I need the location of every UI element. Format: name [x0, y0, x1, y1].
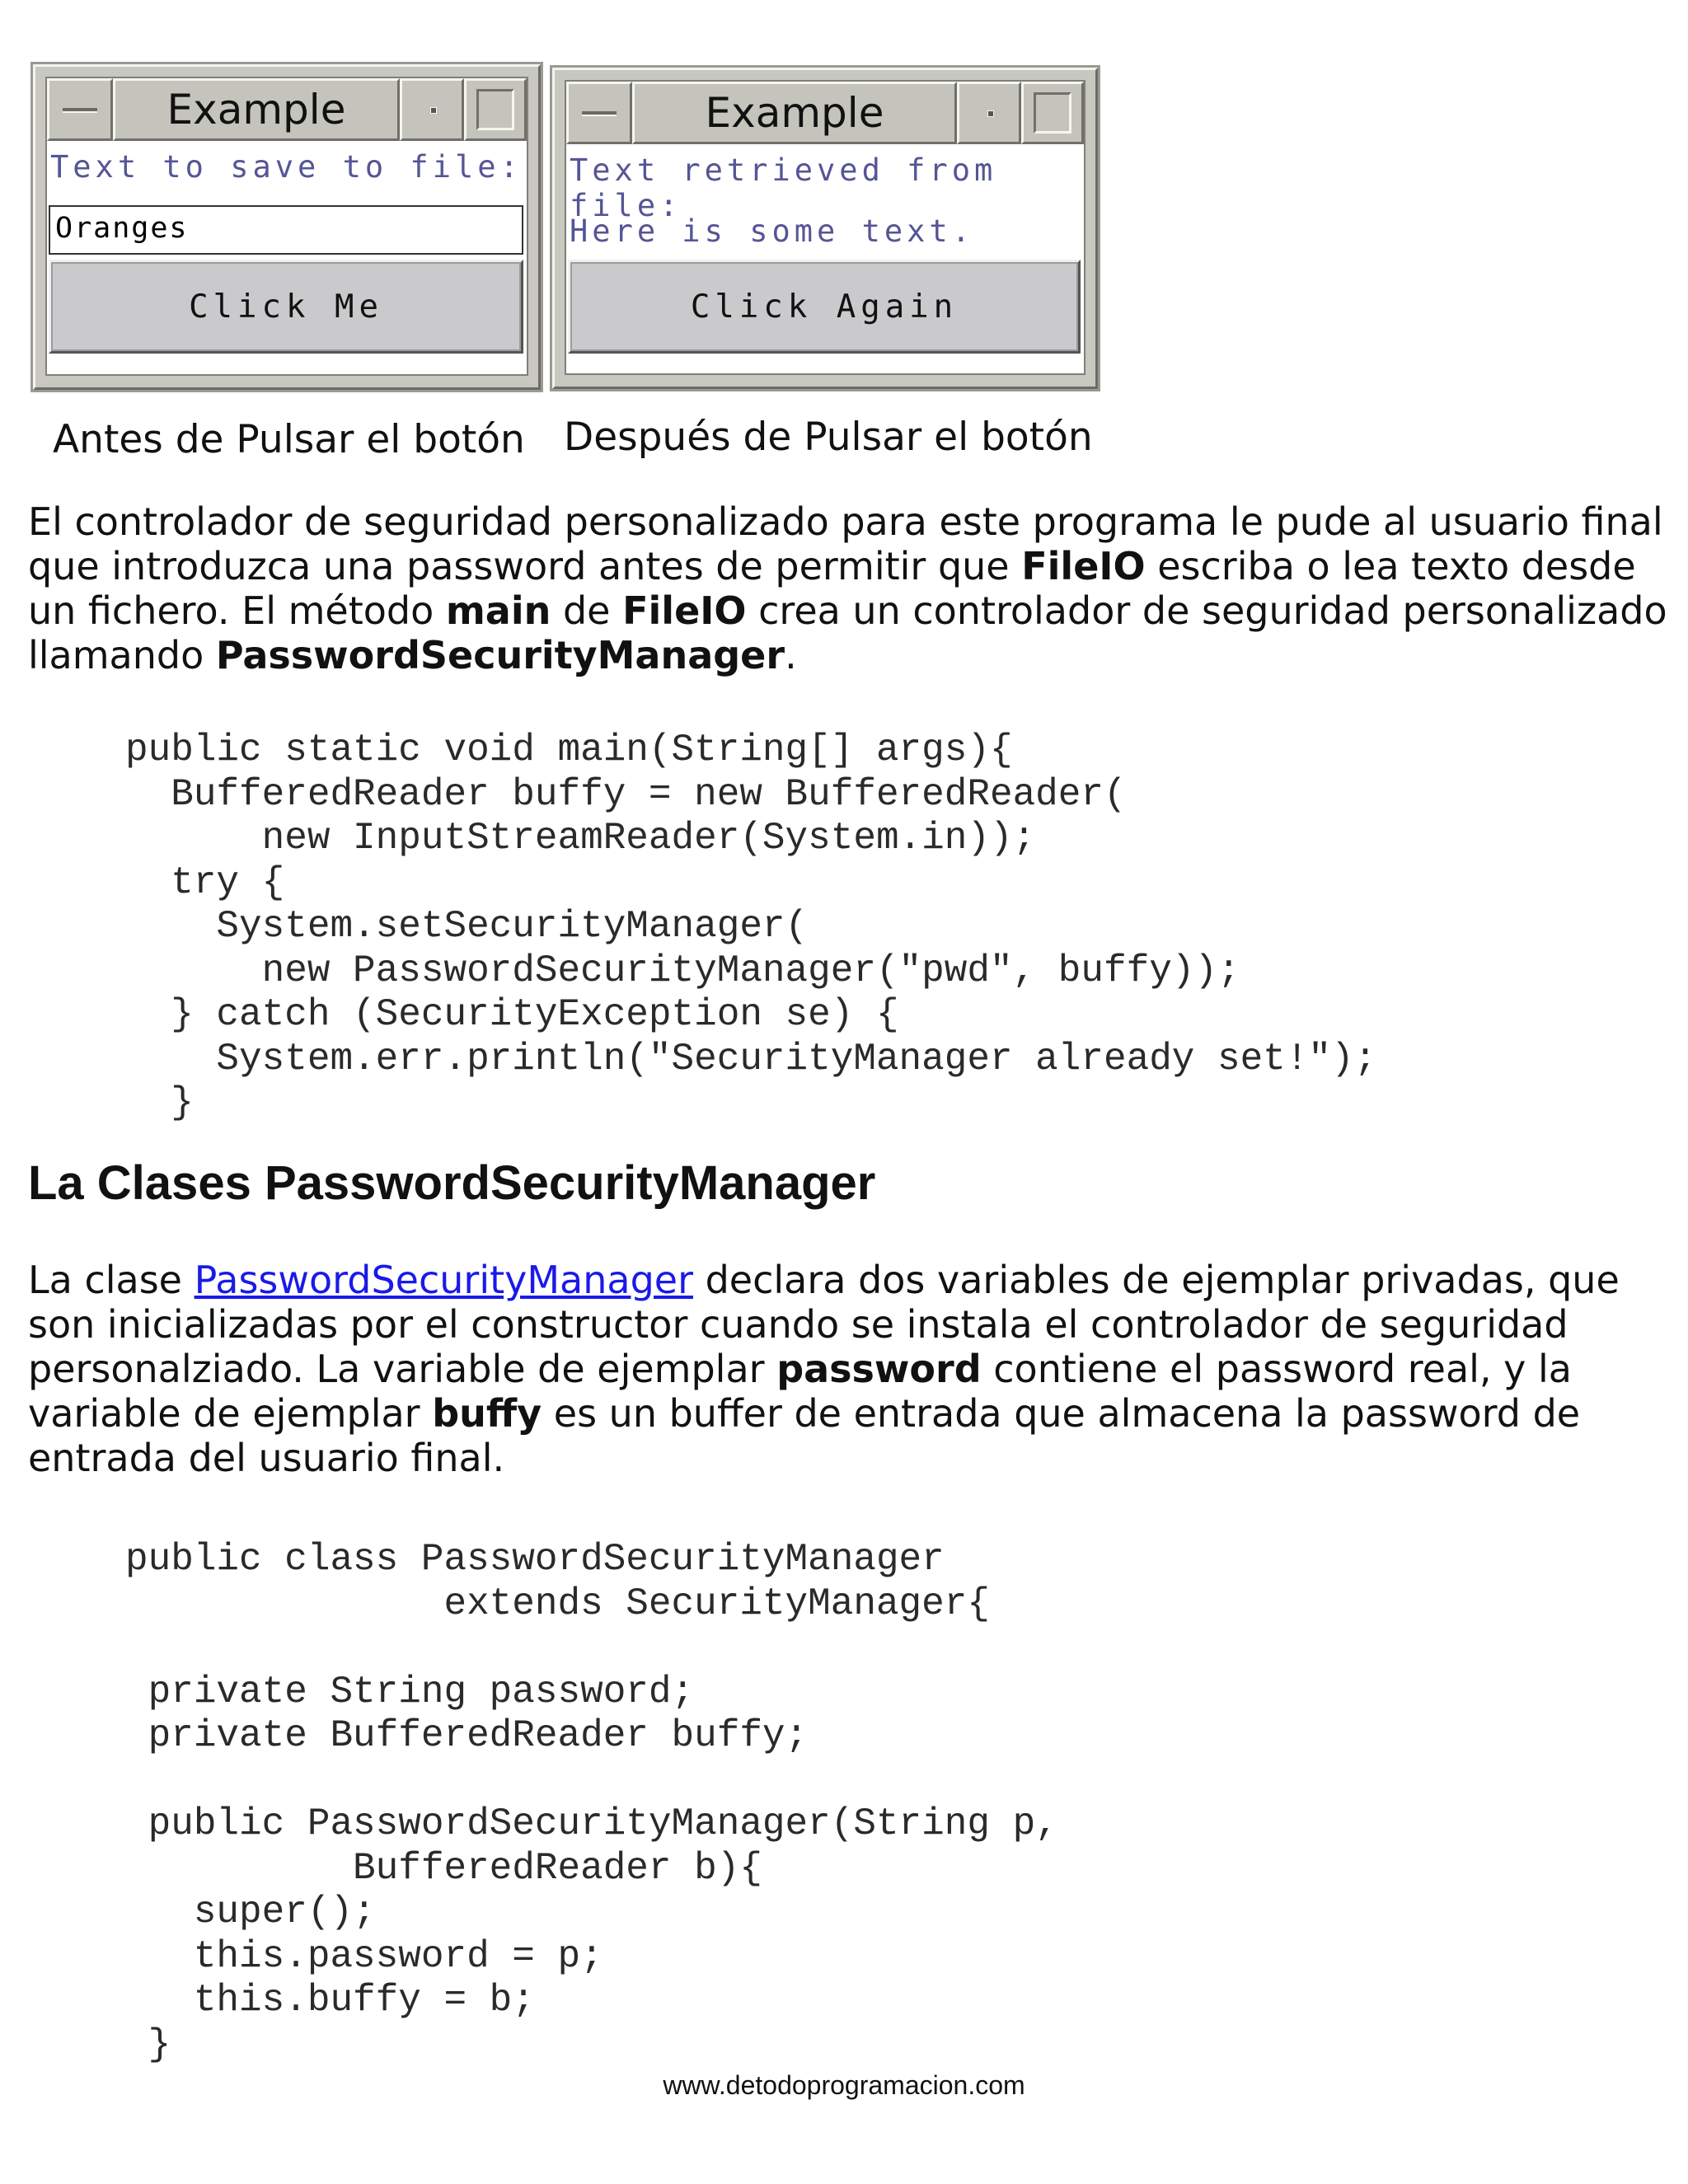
example-window-after [552, 68, 1098, 389]
window-menu-icon [582, 111, 617, 116]
title-bar [566, 82, 1084, 144]
window-menu-button[interactable] [47, 78, 113, 141]
class-link[interactable]: PasswordSecurityManager [194, 1258, 693, 1302]
caption-before: Antes de Pulsar el botón [53, 417, 525, 462]
maximize-button[interactable] [464, 78, 527, 141]
minimize-icon [430, 107, 437, 114]
maximize-icon [1034, 92, 1071, 134]
example-window-before [33, 64, 541, 390]
text-run: El controlador de seguridad personalizado para este programa le pude al usuario final que introduzca una password antes de permitir que [28, 499, 1663, 588]
caption-after: Después de Pulsar el botón [564, 415, 1093, 460]
code-block-class: public class PasswordSecurityManager extends SecurityManager{ private String password; private BufferedReader buffy; public PasswordSecurityManager(String p, BufferedReader b){ super(); this.password = p; this.buffy = b; } [125, 1538, 1058, 2066]
bold-class-name: PasswordSecurityManager [215, 633, 785, 677]
maximize-icon [476, 89, 514, 130]
save-label: Text to save to file: [50, 149, 523, 185]
text-run: La clase [28, 1258, 195, 1302]
click-again-button[interactable]: Click Again [568, 260, 1081, 354]
title-bar [47, 78, 527, 141]
text-run: declara dos variables de ejemplar privadas, que son inicializadas por el constructor cuando se instala el controlador de seguridad personalziado. La variable de ejemplar [28, 1258, 1620, 1391]
minimize-button[interactable] [957, 82, 1021, 144]
text-field[interactable]: Oranges [49, 205, 523, 255]
window-content [566, 144, 1084, 373]
window-title: Example [113, 78, 400, 141]
window-title: Example [632, 82, 957, 144]
footer-url: www.detodoprogramacion.com [663, 2070, 1025, 2100]
bold-fileio: FileIO [1021, 544, 1146, 588]
window-menu-icon [63, 108, 97, 113]
window-content [47, 141, 527, 374]
minimize-button[interactable] [400, 78, 464, 141]
bold-buffy: buffy [432, 1391, 542, 1436]
text-run: es un buffer de entrada que almacena la password de entrada del usuario final. [28, 1391, 1581, 1480]
section-heading: La Clases PasswordSecurityManager [28, 1156, 876, 1210]
click-me-button[interactable]: Click Me [49, 260, 523, 354]
maximize-button[interactable] [1021, 82, 1084, 144]
text-run: contiene el password real, y la variable de ejemplar [28, 1347, 1572, 1436]
retrieved-text: Here is some text. [570, 213, 974, 249]
bold-password: password [776, 1347, 982, 1391]
text-run: de [551, 588, 623, 633]
bold-fileio: FileIO [622, 588, 747, 633]
window-menu-button[interactable] [566, 82, 632, 144]
text-run: escriba o lea texto desde un fichero. El método [28, 544, 1636, 633]
text-run: crea un controlador de seguridad personalizado llamando [28, 588, 1667, 677]
class-paragraph [28, 1258, 1668, 1480]
text-run: . [785, 633, 797, 677]
retrieved-label: Text retrieved from file: [570, 152, 997, 223]
intro-paragraph [28, 499, 1668, 677]
code-block-main: public static void main(String[] args){ BufferedReader buffy = new BufferedReader( new InputStreamReader(System.in)); try { System.setSecurityManager( new PasswordSecurityManager("pwd", buffy)); } catch (SecurityException se) { System.err.println("SecurityManager already set!"); } [125, 729, 1377, 1124]
bold-main: main [445, 588, 551, 633]
window-frame [45, 77, 528, 376]
minimize-icon [987, 110, 994, 117]
window-frame [565, 80, 1085, 375]
